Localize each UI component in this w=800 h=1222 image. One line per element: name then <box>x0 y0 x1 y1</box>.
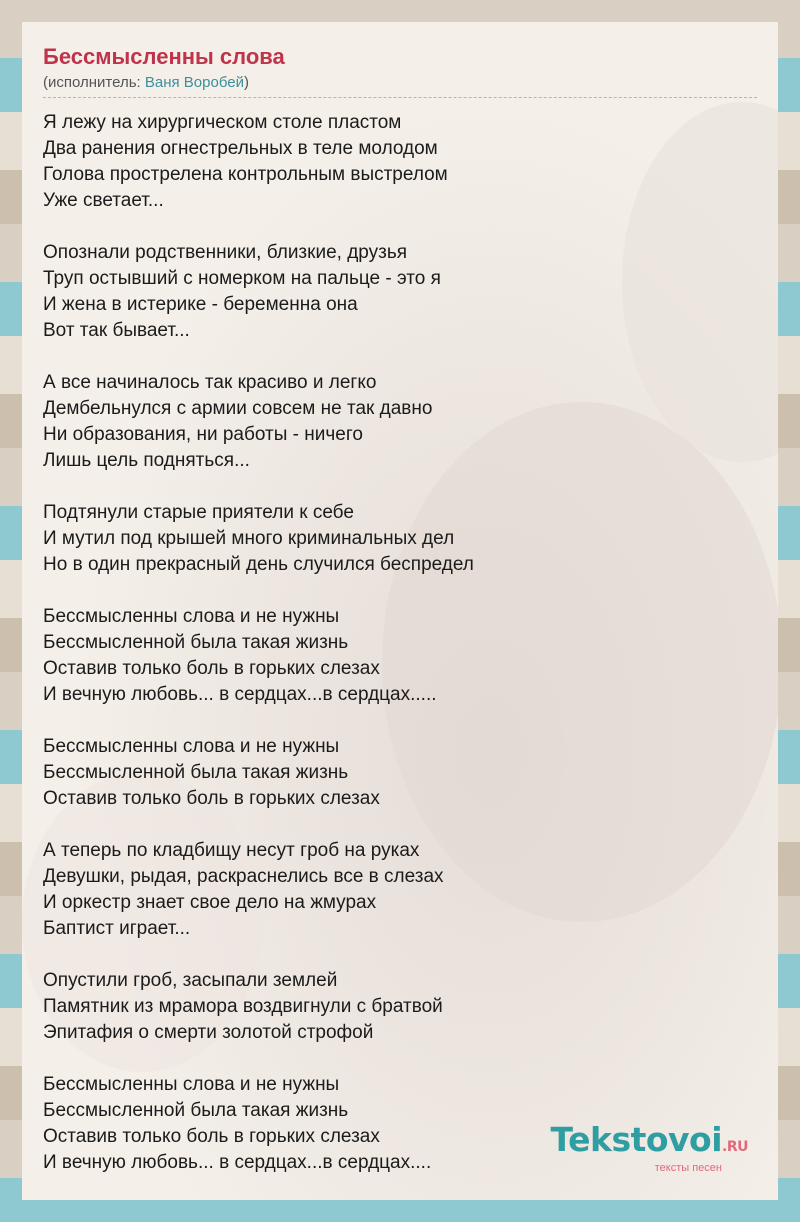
lyric-line: Опознали родственники, близкие, друзья <box>43 242 408 263</box>
stanza <box>43 110 757 214</box>
lyric-line: А теперь по кладбищу несут гроб на руках <box>43 840 420 861</box>
lyric-line: Бессмысленной была такая жизнь <box>43 632 349 653</box>
lyric-line: Оставив только боль в горьких слезах <box>43 658 380 679</box>
artist-suffix: ) <box>243 74 249 91</box>
logo-domain: .RU <box>722 1139 748 1155</box>
lyric-line: Лишь цель подняться... <box>43 450 250 471</box>
stanza <box>43 604 757 708</box>
lyrics-body <box>43 110 757 1176</box>
song-title: Бессмысленны слова <box>43 44 285 69</box>
lyric-line: И вечную любовь... в сердцах...в сердцах.... <box>43 1152 432 1173</box>
artist-prefix: (исполнитель: <box>43 74 145 91</box>
lyric-line: Ни образования, ни работы - ничего <box>43 424 363 445</box>
stanza <box>43 240 757 344</box>
stanza-gap <box>43 214 757 240</box>
lyric-line: Два ранения огнестрельных в теле молодом <box>43 138 438 159</box>
site-logo[interactable] <box>550 1120 748 1174</box>
lyric-line: Труп остывший с номерком на пальце - это я <box>43 268 441 289</box>
lyric-line: Опустили гроб, засыпали землей <box>43 970 338 991</box>
stanza-gap <box>43 708 757 734</box>
stanza-gap <box>43 812 757 838</box>
lyric-line: Голова прострелена контрольным выстрелом <box>43 164 448 185</box>
lyric-line: Уже светает... <box>43 190 164 211</box>
lyric-line: Бессмысленны слова и не нужны <box>43 606 340 627</box>
lyric-line: Эпитафия о смерти золотой строфой <box>43 1022 374 1043</box>
logo-tagline: тексты песен <box>654 1162 722 1174</box>
stanza-gap <box>43 578 757 604</box>
lyric-line: А все начиналось так красиво и легко <box>43 372 377 393</box>
stanza <box>43 370 757 474</box>
lyric-line: Бессмысленны слова и не нужны <box>43 1074 340 1095</box>
lyric-line: Подтянули старые приятели к себе <box>43 502 354 523</box>
stanza <box>43 838 757 942</box>
lyric-line: Баптист играет... <box>43 918 191 939</box>
lyric-line: Дембельнулся с армии совсем не так давно <box>43 398 433 419</box>
artist-link[interactable]: Ваня Воробей <box>144 74 244 91</box>
lyric-line: Вот так бывает... <box>43 320 190 341</box>
artist-line <box>43 73 757 98</box>
lyric-line: Оставив только боль в горьких слезах <box>43 1126 380 1147</box>
lyric-line: Памятник из мрамора воздвигнули с братвой <box>43 996 443 1017</box>
lyric-line: И мутил под крышей много криминальных дел <box>43 528 455 549</box>
lyric-line: Я лежу на хирургическом столе пластом <box>43 112 402 133</box>
lyric-line: Бессмысленной была такая жизнь <box>43 762 349 783</box>
lyric-line: Но в один прекрасный день случился беспредел <box>43 554 474 575</box>
stanza <box>43 968 757 1046</box>
stanza-gap <box>43 344 757 370</box>
lyric-line: И жена в истерике - беременна она <box>43 294 358 315</box>
stanza-gap <box>43 474 757 500</box>
stanza <box>43 500 757 578</box>
lyrics-card <box>22 22 778 1200</box>
song-content <box>43 42 757 1176</box>
lyric-line: Бессмысленны слова и не нужны <box>43 736 340 757</box>
lyric-line: И оркестр знает свое дело на жмурах <box>43 892 377 913</box>
logo-wordmark <box>550 1120 748 1164</box>
logo-main-text: Tekstovoi <box>550 1120 723 1159</box>
lyric-line: И вечную любовь... в сердцах...в сердцах..... <box>43 684 437 705</box>
stanza-gap <box>43 1046 757 1072</box>
lyric-line: Девушки, рыдая, раскраснелись все в слезах <box>43 866 444 887</box>
lyric-line: Бессмысленной была такая жизнь <box>43 1100 349 1121</box>
stanza <box>43 734 757 812</box>
stanza-gap <box>43 942 757 968</box>
lyric-line: Оставив только боль в горьких слезах <box>43 788 380 809</box>
